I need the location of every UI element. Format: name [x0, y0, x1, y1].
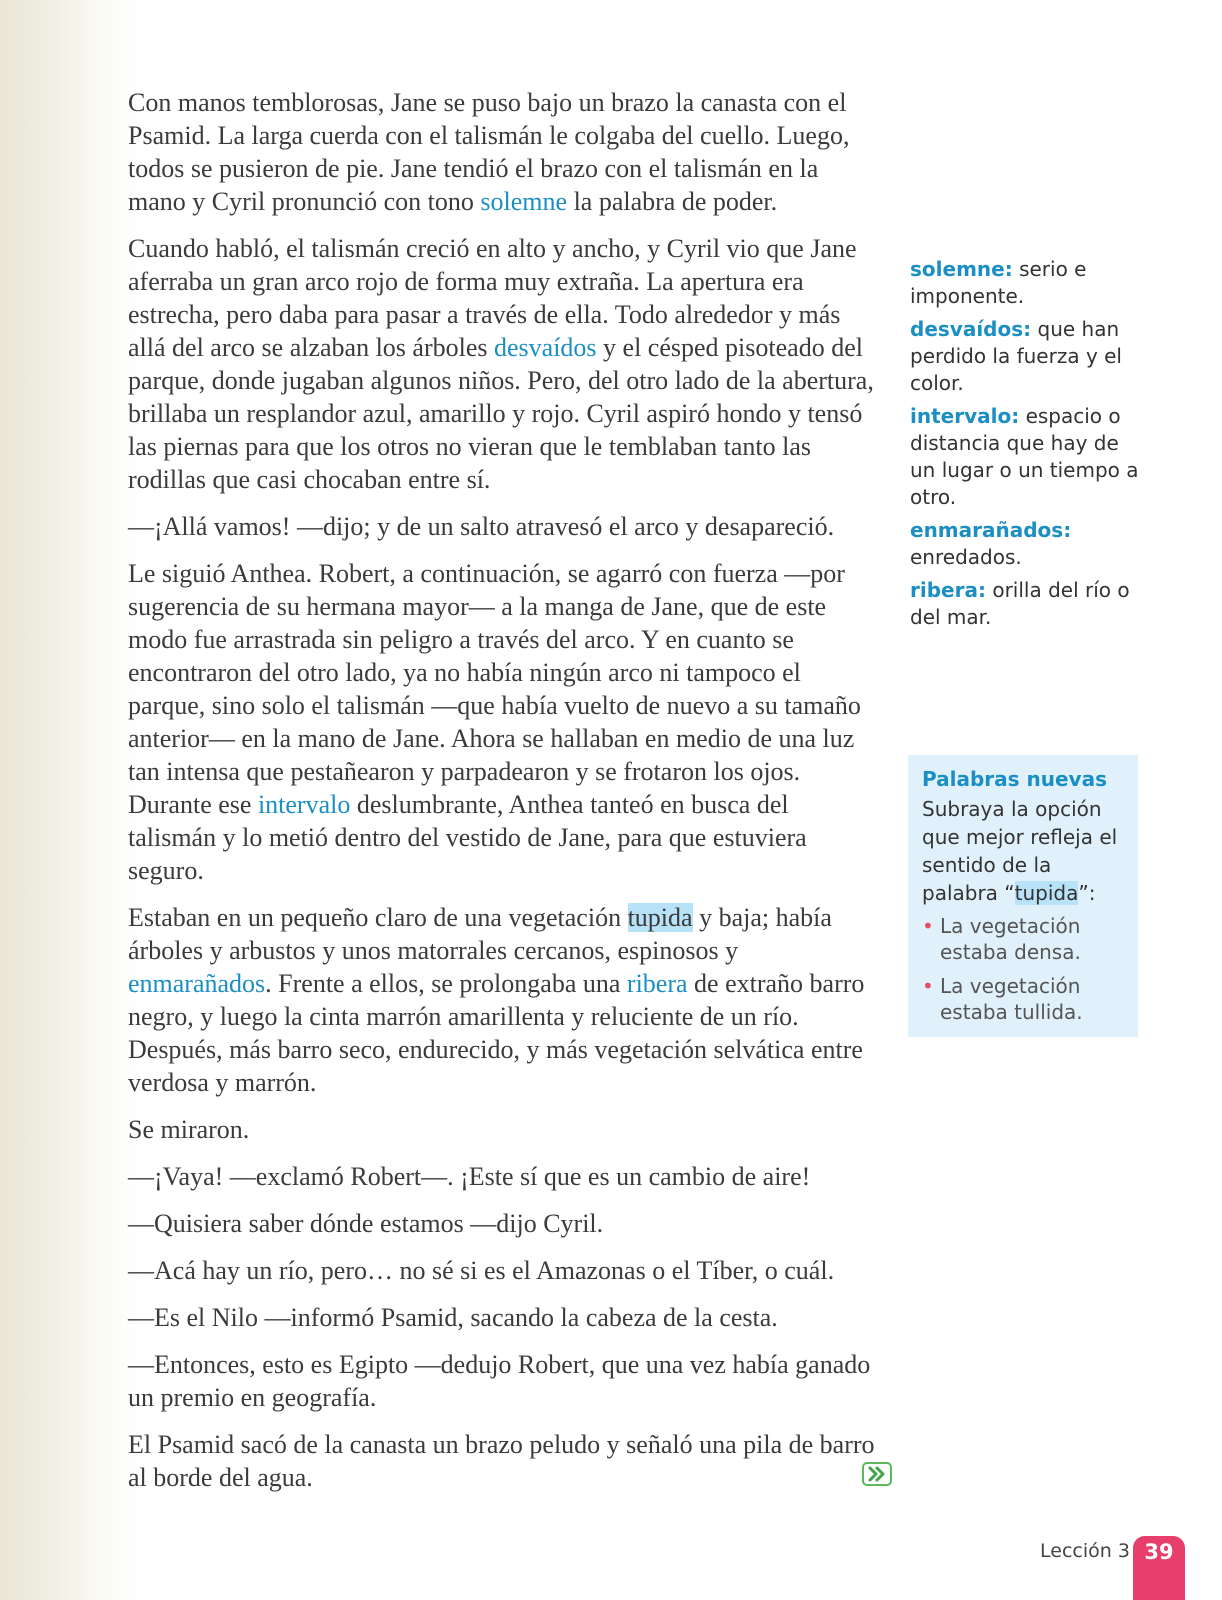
new-words-instruction: Subraya la opción que mejor refleja el sentido de la palabra “tupida”: [922, 797, 1118, 905]
story-paragraph-12: El Psamid sacó de la canasta un brazo peludo y señaló una pila de barro al borde del agua. [128, 1430, 875, 1492]
story-paragraph-8: —Quisiera saber dónde estamos —dijo Cyril. [128, 1209, 604, 1238]
glossary-definition: que han perdido la fuerza y el color. [910, 317, 1122, 395]
page-gutter-shadow [0, 0, 140, 1600]
glossary-definition: orilla del río o del mar. [910, 578, 1130, 629]
new-words-title: Palabras nuevas [922, 767, 1107, 791]
story-paragraph-6: Se miraron. [128, 1115, 250, 1144]
glossary-word-solemne: solemne [480, 187, 568, 216]
story-paragraph-10: —Es el Nilo —informó Psamid, sacando la cabeza de la cesta. [128, 1303, 778, 1332]
story-paragraph-7: —¡Vaya! —exclamó Robert—. ¡Este sí que es un cambio de aire! [128, 1162, 811, 1191]
new-words-option[interactable] [922, 913, 1126, 965]
new-words-box [908, 755, 1138, 1037]
glossary-term: ribera: [910, 578, 986, 602]
story-paragraph-11: —Entonces, esto es Egipto —dedujo Robert, que una vez había ganado un premio en geografía. [128, 1350, 871, 1412]
new-words-option[interactable] [922, 973, 1126, 1025]
page-number-badge: 39 [1133, 1536, 1185, 1600]
story-paragraph-3: —¡Allá vamos! —dijo; y de un salto atravesó el arco y desapareció. [128, 512, 835, 541]
glossary-term: solemne: [910, 257, 1013, 281]
glossary-entry [910, 256, 1150, 310]
glossary-word-ribera: ribera [626, 969, 688, 998]
story-paragraph-1: Con manos temblorosas, Jane se puso bajo un brazo la canasta con el Psamid. La larga cuerda con el talismán le colgaba del cuello. Luego, todos se pusieron de pie. Jane tendió el brazo con el talismán en la mano y Cyril pronunció con tono solemne la palabra de poder. [128, 88, 850, 216]
bullet-icon: • [922, 974, 934, 998]
story-paragraph-2: Cuando habló, el talismán creció en alto y ancho, y Cyril vio que Jane aferraba un gran arco rojo de forma muy extraña. La apertura era estrecha, pero daba para pasar a través de ella. Todo alrededor y más allá del arco se alzaban los árboles desvaídos y el césped pisoteado del parque, donde jugaban algunos niños. Pero, del otro lado de la abertura, brillaba un resplandor azul, amarillo y rojo. Cyril aspiró hondo y tensó las piernas para que los otros no vieran que le temblaban tanto las rodillas que casi chocaban entre sí. [128, 234, 874, 494]
glossary-term: intervalo: [910, 404, 1020, 428]
option-text: La vegetación estaba tullida. [940, 974, 1083, 1024]
option-text: La vegetación estaba densa. [940, 914, 1081, 964]
glossary-entry [910, 316, 1150, 397]
glossary-term: desvaídos: [910, 317, 1032, 341]
bullet-icon: • [922, 914, 934, 938]
glossary-word-enmaranados: enmarañados [128, 969, 266, 998]
glossary-definition: serio e imponente. [910, 257, 1087, 308]
glossary-sidebar [910, 256, 1150, 637]
glossary-entry [910, 517, 1150, 571]
double-chevron-right-icon[interactable] [862, 1462, 892, 1486]
glossary-definition: espacio o distancia que hay de un lugar o un tiempo a otro. [910, 404, 1139, 509]
highlighted-word-tupida-box: tupida [1014, 881, 1079, 905]
glossary-word-desvaidos: desvaídos [494, 333, 597, 362]
glossary-word-intervalo: intervalo [257, 790, 351, 819]
story-paragraph-5: Estaban en un pequeño claro de una vegetación tupida y baja; había árboles y arbustos y unos matorrales cercanos, espinosos y enmarañados. Frente a ellos, se prolongaba una ribera de extraño barro negro, y luego la cinta marrón amarillenta y reluciente de un río. Después, más barro seco, endurecido, y más vegetación selvática entre verdosa y marrón. [128, 903, 865, 1097]
glossary-definition: enredados. [910, 545, 1022, 569]
story-paragraph-9: —Acá hay un río, pero… no sé si es el Amazonas o el Tíber, o cuál. [128, 1256, 835, 1285]
highlighted-word-tupida: tupida [627, 903, 693, 932]
glossary-term: enmarañados: [910, 518, 1072, 542]
lesson-label: Lección 3 [1040, 1540, 1130, 1562]
glossary-entry [910, 403, 1150, 511]
glossary-entry [910, 577, 1150, 631]
new-words-options [922, 913, 1126, 1025]
story-text [128, 86, 880, 1508]
story-paragraph-4: Le siguió Anthea. Robert, a continuación, se agarró con fuerza —por sugerencia de su hermana mayor— a la manga de Jane, que de este modo fue arrastrada sin peligro a través del arco. Y en cuanto se encontraron del otro lado, ya no había ningún arco ni tampoco el parque, sino solo el talismán —que había vuelto de nuevo a su tamaño anterior— en la mano de Jane. Ahora se hallaban en medio de una luz tan intensa que pestañearon y parpadearon y se frotaron los ojos. Durante ese intervalo deslumbrante, Anthea tanteó en busca del talismán y lo metió dentro del vestido de Jane, para que estuviera seguro. [128, 559, 861, 885]
